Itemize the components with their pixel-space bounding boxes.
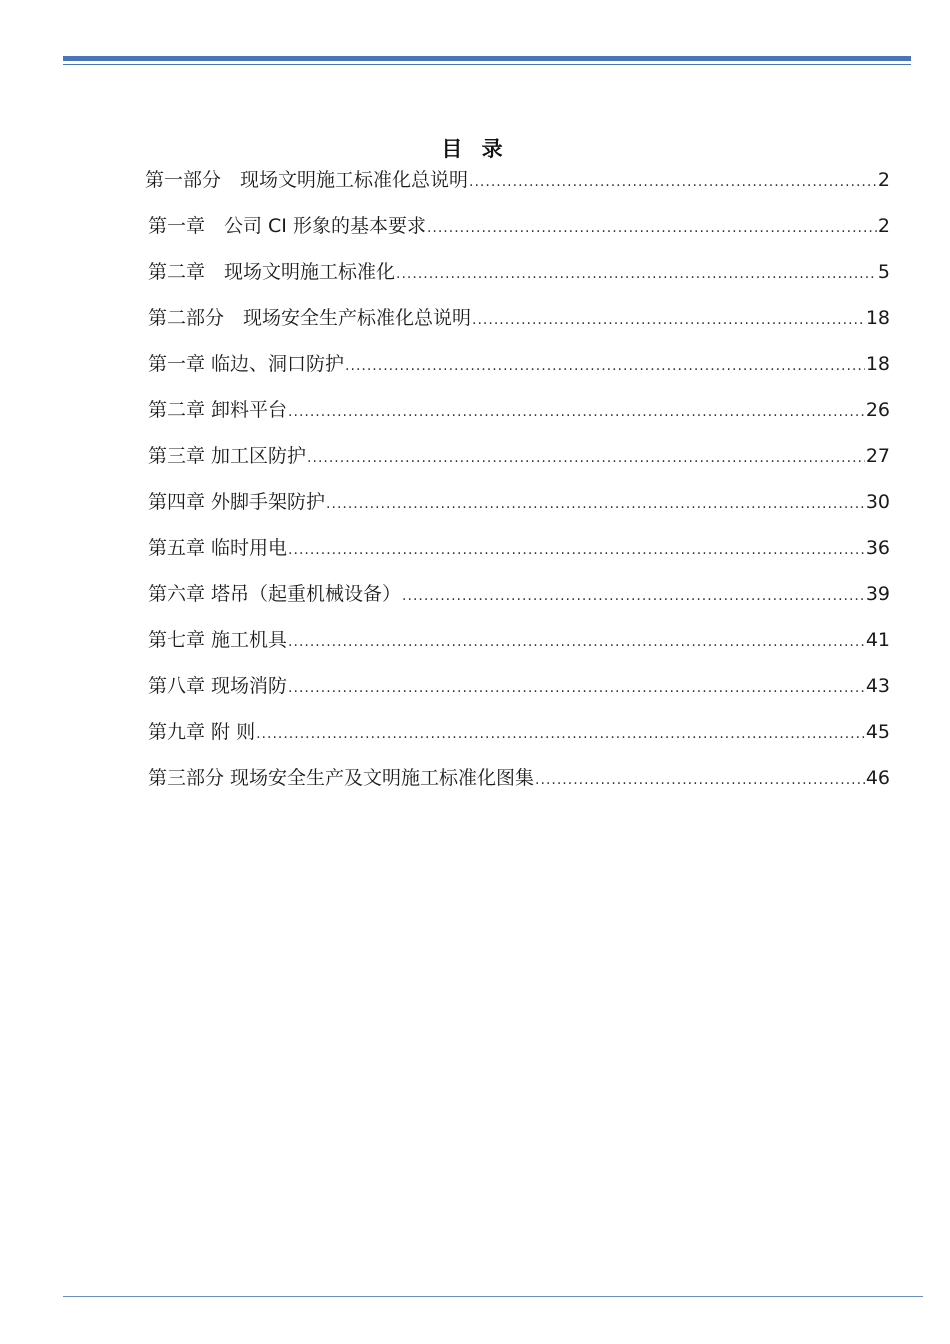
- toc-entry[interactable]: [148, 256, 890, 302]
- toc-entry-label: 第一章 公司 CI 形象的基本要求: [148, 215, 426, 237]
- toc-dot-leader: [326, 488, 865, 520]
- toc-entry[interactable]: [148, 624, 890, 670]
- toc-entry-page: 41: [865, 629, 890, 651]
- toc-entry[interactable]: [148, 762, 890, 808]
- toc-entry-page: 46: [865, 767, 890, 789]
- toc-entry-label: 第六章 塔吊（起重机械设备）: [148, 583, 402, 605]
- toc-entry-page: 5: [877, 261, 890, 283]
- toc-entry-label: 第二章 现场文明施工标准化: [148, 261, 396, 283]
- toc-dot-leader: [256, 718, 865, 750]
- toc-dot-leader: [288, 626, 865, 658]
- toc-entry-label: 第九章 附 则: [148, 721, 256, 743]
- toc-title: 目 录: [441, 137, 509, 161]
- toc-dot-leader: [288, 534, 865, 566]
- toc-dot-leader: [402, 580, 865, 612]
- toc-dot-leader: [427, 212, 877, 244]
- toc-entry-page: 43: [865, 675, 890, 697]
- toc-entry-page: 30: [865, 491, 890, 513]
- header-rule-thin: [63, 64, 911, 65]
- toc-entry[interactable]: [145, 164, 890, 210]
- toc-list: [145, 164, 890, 808]
- toc-dot-leader: [288, 396, 865, 428]
- toc-entry[interactable]: [148, 716, 890, 762]
- toc-entry[interactable]: [148, 670, 890, 716]
- toc-entry-page: 2: [877, 169, 890, 191]
- toc-entry-label: 第三章 加工区防护: [148, 445, 307, 467]
- toc-dot-leader: [472, 304, 865, 336]
- header-rule: [63, 56, 911, 61]
- toc-entry[interactable]: [148, 210, 890, 256]
- toc-entry-label: 第五章 临时用电: [148, 537, 288, 559]
- toc-entry[interactable]: [148, 348, 890, 394]
- toc-dot-leader: [307, 442, 865, 474]
- toc-dot-leader: [396, 258, 877, 290]
- toc-entry-page: 18: [865, 307, 890, 329]
- toc-entry-label: 第一章 临边、洞口防护: [148, 353, 345, 375]
- toc-dot-leader: [345, 350, 865, 382]
- toc-entry[interactable]: [148, 532, 890, 578]
- toc-entry[interactable]: [148, 302, 890, 348]
- toc-entry[interactable]: [148, 440, 890, 486]
- toc-entry-label: 第二章 卸料平台: [148, 399, 288, 421]
- footer-rule: [63, 1296, 923, 1297]
- toc-entry-label: 第一部分 现场文明施工标准化总说明: [145, 169, 469, 191]
- toc-entry-label: 第二部分 现场安全生产标准化总说明: [148, 307, 472, 329]
- toc-entry-page: 36: [865, 537, 890, 559]
- toc-entry-label: 第八章 现场消防: [148, 675, 288, 697]
- toc-dot-leader: [535, 764, 865, 796]
- toc-entry-page: 26: [865, 399, 890, 421]
- toc-dot-leader: [288, 672, 865, 704]
- toc-entry-label: 第四章 外脚手架防护: [148, 491, 326, 513]
- toc-entry-page: 27: [865, 445, 890, 467]
- toc-entry[interactable]: [148, 394, 890, 440]
- toc-entry[interactable]: [148, 486, 890, 532]
- toc-entry-label: 第三部分 现场安全生产及文明施工标准化图集: [148, 767, 535, 789]
- toc-entry[interactable]: [148, 578, 890, 624]
- toc-entry-label: 第七章 施工机具: [148, 629, 288, 651]
- toc-entry-page: 2: [877, 215, 890, 237]
- toc-entry-page: 39: [865, 583, 890, 605]
- toc-entry-page: 18: [865, 353, 890, 375]
- toc-dot-leader: [469, 166, 877, 198]
- toc-entry-page: 45: [865, 721, 890, 743]
